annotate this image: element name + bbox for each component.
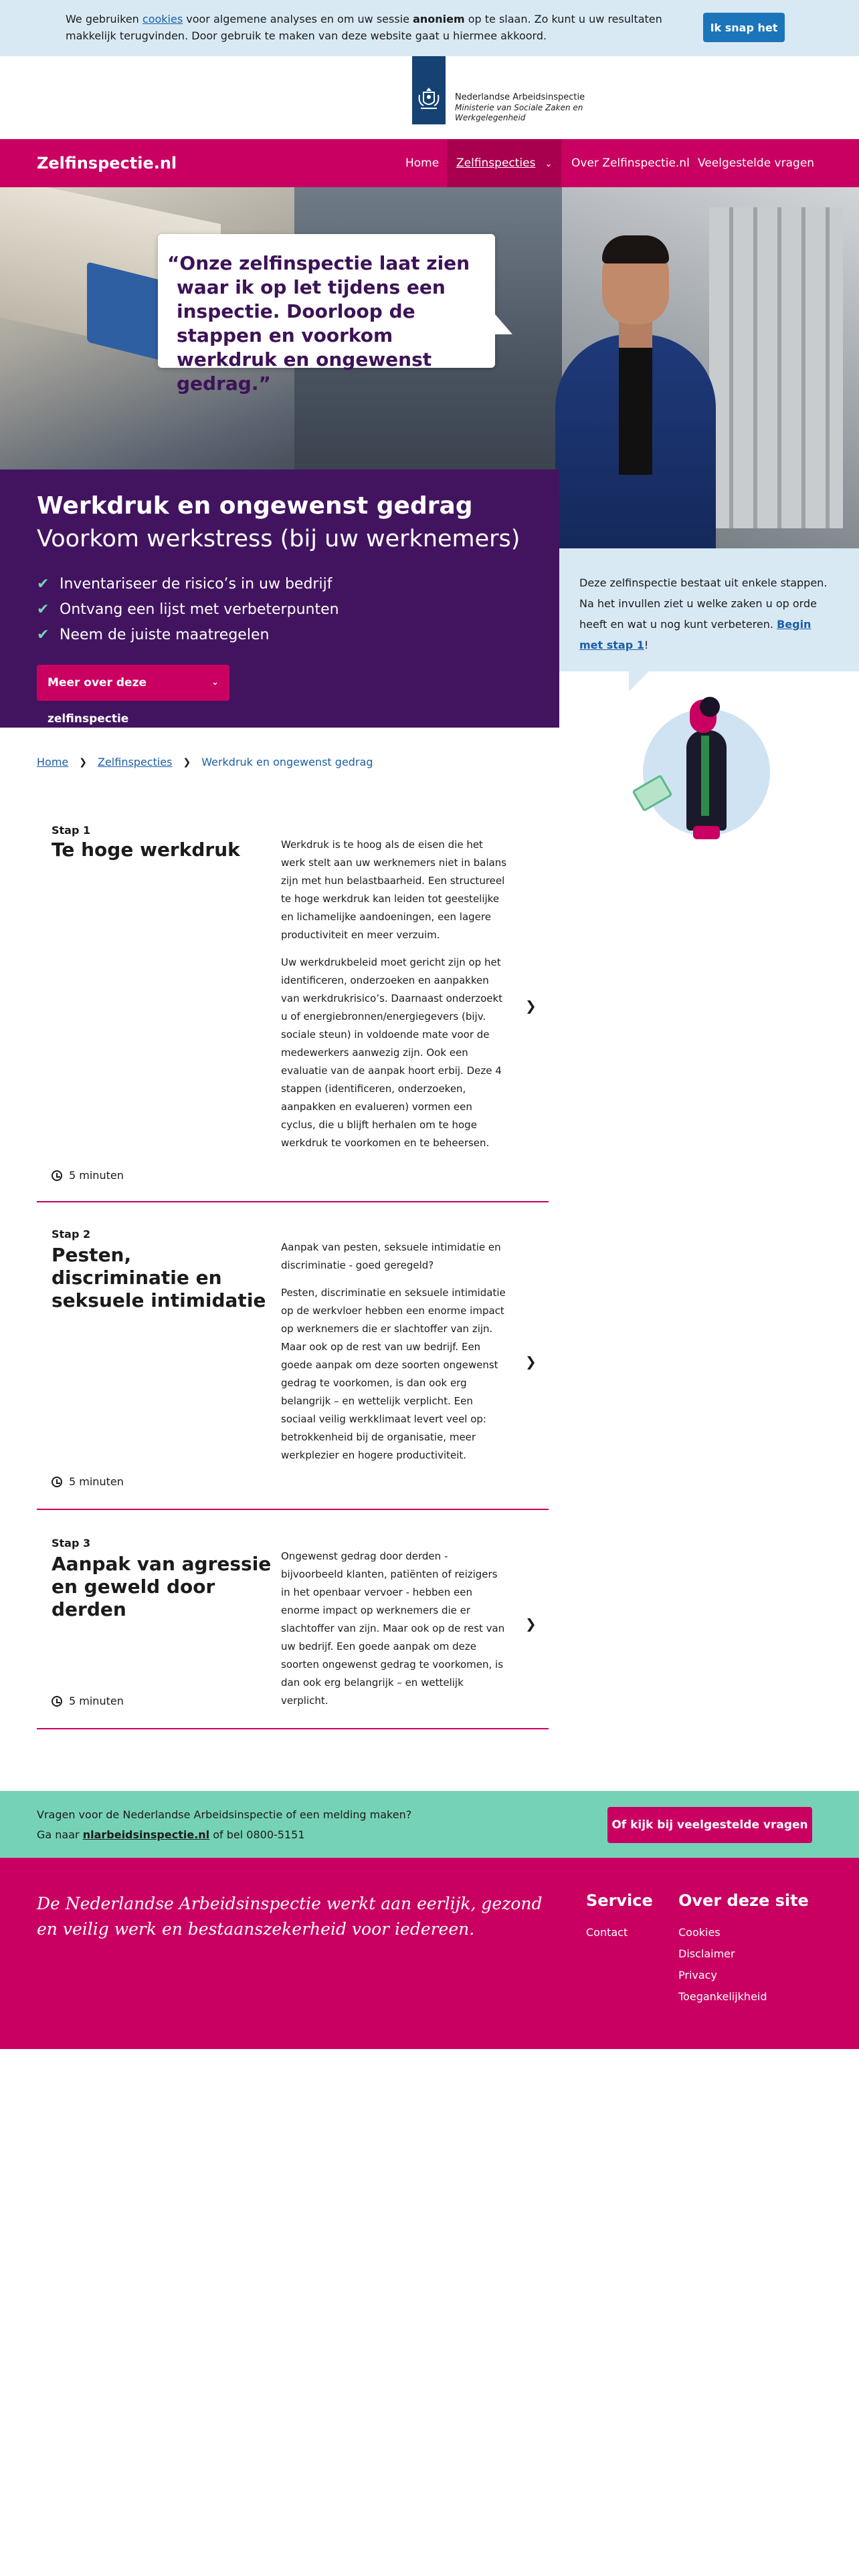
info-text-end: !	[644, 639, 649, 651]
contact-question: Vragen voor de Nederlandse Arbeidsinspectie of een melding maken?	[37, 1808, 412, 1821]
step-description	[281, 1547, 508, 1719]
footer-link-privacy[interactable]: Privacy	[678, 1969, 717, 1981]
footer-link-contact[interactable]: Contact	[586, 1926, 628, 1939]
benefit-text: Neem de juiste maatregelen	[60, 626, 270, 643]
contact-band	[0, 1791, 859, 1858]
step-duration	[52, 1695, 124, 1707]
info-text	[579, 572, 834, 655]
step-label: Stap 3	[52, 1537, 91, 1549]
benefits-list	[37, 571, 339, 647]
more-info-label: Meer over deze zelfinspectie	[47, 676, 147, 726]
step-duration-text: 5 minuten	[69, 1475, 124, 1488]
cookie-text-part: op te slaan. Zo kunt u uw resultaten makkelijk terugvinden. Door gebruik te maken van deze website gaat u hiermee akkoord.	[66, 13, 662, 42]
chevron-right-icon: ❯	[525, 1616, 537, 1632]
step-card-2[interactable]	[37, 1202, 549, 1510]
faq-button-label: Of kijk bij veelgestelde vragen	[611, 1818, 808, 1832]
footer	[0, 1858, 859, 2049]
check-icon: ✔	[37, 575, 50, 593]
logo-subtitle: Ministerie van Sociale Zaken en Werkgelegenheid	[455, 103, 583, 122]
step-card-1[interactable]	[37, 811, 549, 1202]
more-info-button[interactable]	[37, 665, 229, 726]
illustration-hair	[700, 697, 720, 717]
footer-about-heading: Over deze site	[678, 1891, 809, 1910]
benefit-text: Inventariseer de risico’s in uw bedrijf	[60, 575, 332, 593]
step-paragraph: Werkdruk is te hoog als de eisen die het werk stelt aan uw werknemers niet in balans zijn met hun belastbaarheid. Een structureel te hoge werkdruk kan leiden tot geestelijke en lichamelijke aandoeningen, een lagere productiviteit en meer verzuim.	[281, 839, 507, 941]
start-step1-link[interactable]: Begin met stap 1	[579, 618, 812, 651]
footer-service-heading: Service	[586, 1891, 653, 1910]
breadcrumb-zelfinspecties[interactable]: Zelfinspecties	[97, 756, 173, 768]
hero-panel	[0, 469, 559, 728]
site-brand[interactable]: Zelfinspectie.nl	[37, 154, 177, 173]
breadcrumb	[37, 756, 373, 768]
clock-icon	[52, 1477, 62, 1487]
nav-faq[interactable]: Veelgestelde vragen	[698, 156, 815, 170]
info-text-part: Deze zelfinspectie bestaat uit enkele stappen. Na het invullen ziet u welke zaken u op orde heeft en wat u nog kunt verbeteren.	[579, 576, 828, 631]
step-card-3[interactable]	[37, 1510, 549, 1729]
nav-home[interactable]: Home	[405, 156, 440, 170]
step-title: Aanpak van agressie en geweld door derden	[52, 1553, 272, 1620]
footer-link-cookies[interactable]: Cookies	[678, 1926, 721, 1939]
breadcrumb-current: Werkdruk en ongewenst gedrag	[201, 756, 373, 768]
chevron-down-icon: ⌄	[211, 677, 219, 687]
clock-icon	[52, 1170, 62, 1181]
check-icon: ✔	[37, 601, 50, 618]
chevron-right-icon: ❯	[525, 1354, 537, 1370]
benefit-item	[37, 597, 339, 622]
step-label: Stap 2	[52, 1228, 91, 1241]
step-paragraph: Ongewenst gedrag door derden - bijvoorbeeld klanten, patiënten of reizigers in het openbaar vervoer - hebben een enorme impact op werknemers die er slachtoffer van zijn. Maar ook op de rest van uw bedrijf. Een goede aanpak om deze soorten ongewenst gedrag te voorkomen, is dan ook erg belangrijk – en wettelijk verplicht.	[281, 1550, 505, 1707]
crest-icon	[417, 86, 441, 112]
cookie-banner	[0, 0, 859, 56]
cookie-text	[66, 11, 668, 44]
cookie-accept-button[interactable]: Ik snap het	[703, 13, 785, 42]
cookie-text-part: voor algemene analyses en om uw sessie	[183, 13, 413, 25]
hero-steel	[709, 207, 843, 528]
footer-slogan: De Nederlandse Arbeidsinspectie werkt aan eerlijk, gezond en veilig werk en bestaanszekerheid voor iedereen.	[37, 1894, 543, 1939]
footer-about	[678, 1891, 809, 2008]
page-subtitle: Voorkom werkstress (bij uw werknemers)	[37, 526, 520, 552]
footer-service	[586, 1891, 653, 1943]
inspector-illustration	[626, 695, 773, 849]
chevron-right-icon: ❯	[183, 756, 191, 768]
step-paragraph: Aanpak van pesten, seksuele intimidatie en discriminatie - goed geregeld?	[281, 1241, 501, 1271]
step-duration	[52, 1169, 124, 1182]
contact-answer	[37, 1828, 305, 1841]
step-paragraph: Pesten, discriminatie en seksuele intimidatie op de werkvloer hebben een enorme impact op werknemers die er slachtoffer van zijn. Maar ook op de rest van uw bedrijf. Een goede aanpak om deze soorten ongewenst gedrag te voorkomen, is dan ook erg belangrijk – en wettelijk verplicht. Een sociaal veilig werkklimaat levert veel op: betrokkenheid bij de organisatie, meer werkplezier en hogere productiviteit.	[281, 1287, 506, 1461]
contact-goto: Ga naar	[37, 1828, 83, 1841]
chevron-right-icon: ❯	[525, 998, 537, 1014]
step-label: Stap 1	[52, 824, 91, 837]
breadcrumb-home[interactable]: Home	[37, 756, 69, 768]
step-description	[281, 1239, 508, 1474]
nav-zelfinspecties-label: Zelfinspecties	[456, 156, 536, 170]
check-icon: ✔	[37, 626, 50, 643]
step-duration-text: 5 minuten	[69, 1169, 124, 1182]
quote-tail	[495, 314, 512, 334]
logo-title: Nederlandse Arbeidsinspectie	[455, 92, 585, 102]
step-title: Pesten, discriminatie en seksuele intimidatie	[52, 1244, 266, 1311]
inspector-shirt	[619, 341, 652, 475]
main-nav	[0, 139, 859, 187]
quote-bubble	[158, 234, 495, 395]
page-title: Werkdruk en ongewenst gedrag	[37, 492, 473, 520]
contact-phone: of bel 0800-5151	[209, 1828, 305, 1841]
clock-icon	[52, 1696, 62, 1707]
nav-zelfinspecties[interactable]	[447, 139, 561, 187]
nlarbeidsinspectie-link[interactable]: nlarbeidsinspectie.nl	[82, 1828, 210, 1841]
info-box	[559, 548, 859, 671]
footer-link-disclaimer[interactable]: Disclaimer	[678, 1947, 735, 1960]
benefit-text: Ontvang een lijst met verbeterpunten	[60, 601, 339, 618]
step-duration-text: 5 minuten	[69, 1695, 124, 1707]
illustration-stripe	[701, 736, 709, 816]
info-tail	[629, 671, 649, 691]
illustration-leg	[693, 826, 720, 839]
step-description	[281, 836, 508, 1162]
chevron-down-icon: ⌄	[545, 159, 553, 169]
step-duration	[52, 1475, 124, 1488]
cookies-link[interactable]: cookies	[142, 13, 183, 25]
step-paragraph: Uw werkdrukbeleid moet gericht zijn op het identificeren, onderzoeken en aanpakken van werkdrukrisico’s. Daarnaast onderzoekt u of energiebronnen/energiegevers (bijv. sociale steun) in voldoende mate voor de medewerkers aanwezig zijn. Ook een evaluatie van de aanpak hoort erbij. Deze 4 stappen (identificeren, onderzoeken, aanpakken en evalueren) vormen een cyclus, die u blijft herhalen om te hoge werkdruk te voorkomen en te beheersen.	[281, 956, 503, 1149]
inspector-hair	[602, 235, 669, 263]
benefit-item	[37, 571, 339, 597]
quote-text: “Onze zelfinspectie laat zien waar ik op let tijdens een inspectie. Doorloop de stappen en voorkom werkdruk en ongewenst gedrag.”	[167, 252, 470, 395]
inspector-photo	[555, 221, 716, 548]
benefit-item	[37, 622, 339, 647]
step-title: Te hoge werkdruk	[52, 839, 240, 861]
faq-button[interactable]	[607, 1807, 812, 1843]
cookie-anoniem: anoniem	[413, 13, 465, 25]
chevron-right-icon: ❯	[79, 756, 87, 768]
cookie-text-part: We gebruiken	[66, 13, 142, 25]
nav-over[interactable]: Over Zelfinspectie.nl	[571, 156, 690, 170]
logo-bar	[412, 56, 446, 124]
footer-link-toegankelijkheid[interactable]: Toegankelijkheid	[678, 1990, 767, 2003]
logo[interactable]	[412, 56, 586, 139]
